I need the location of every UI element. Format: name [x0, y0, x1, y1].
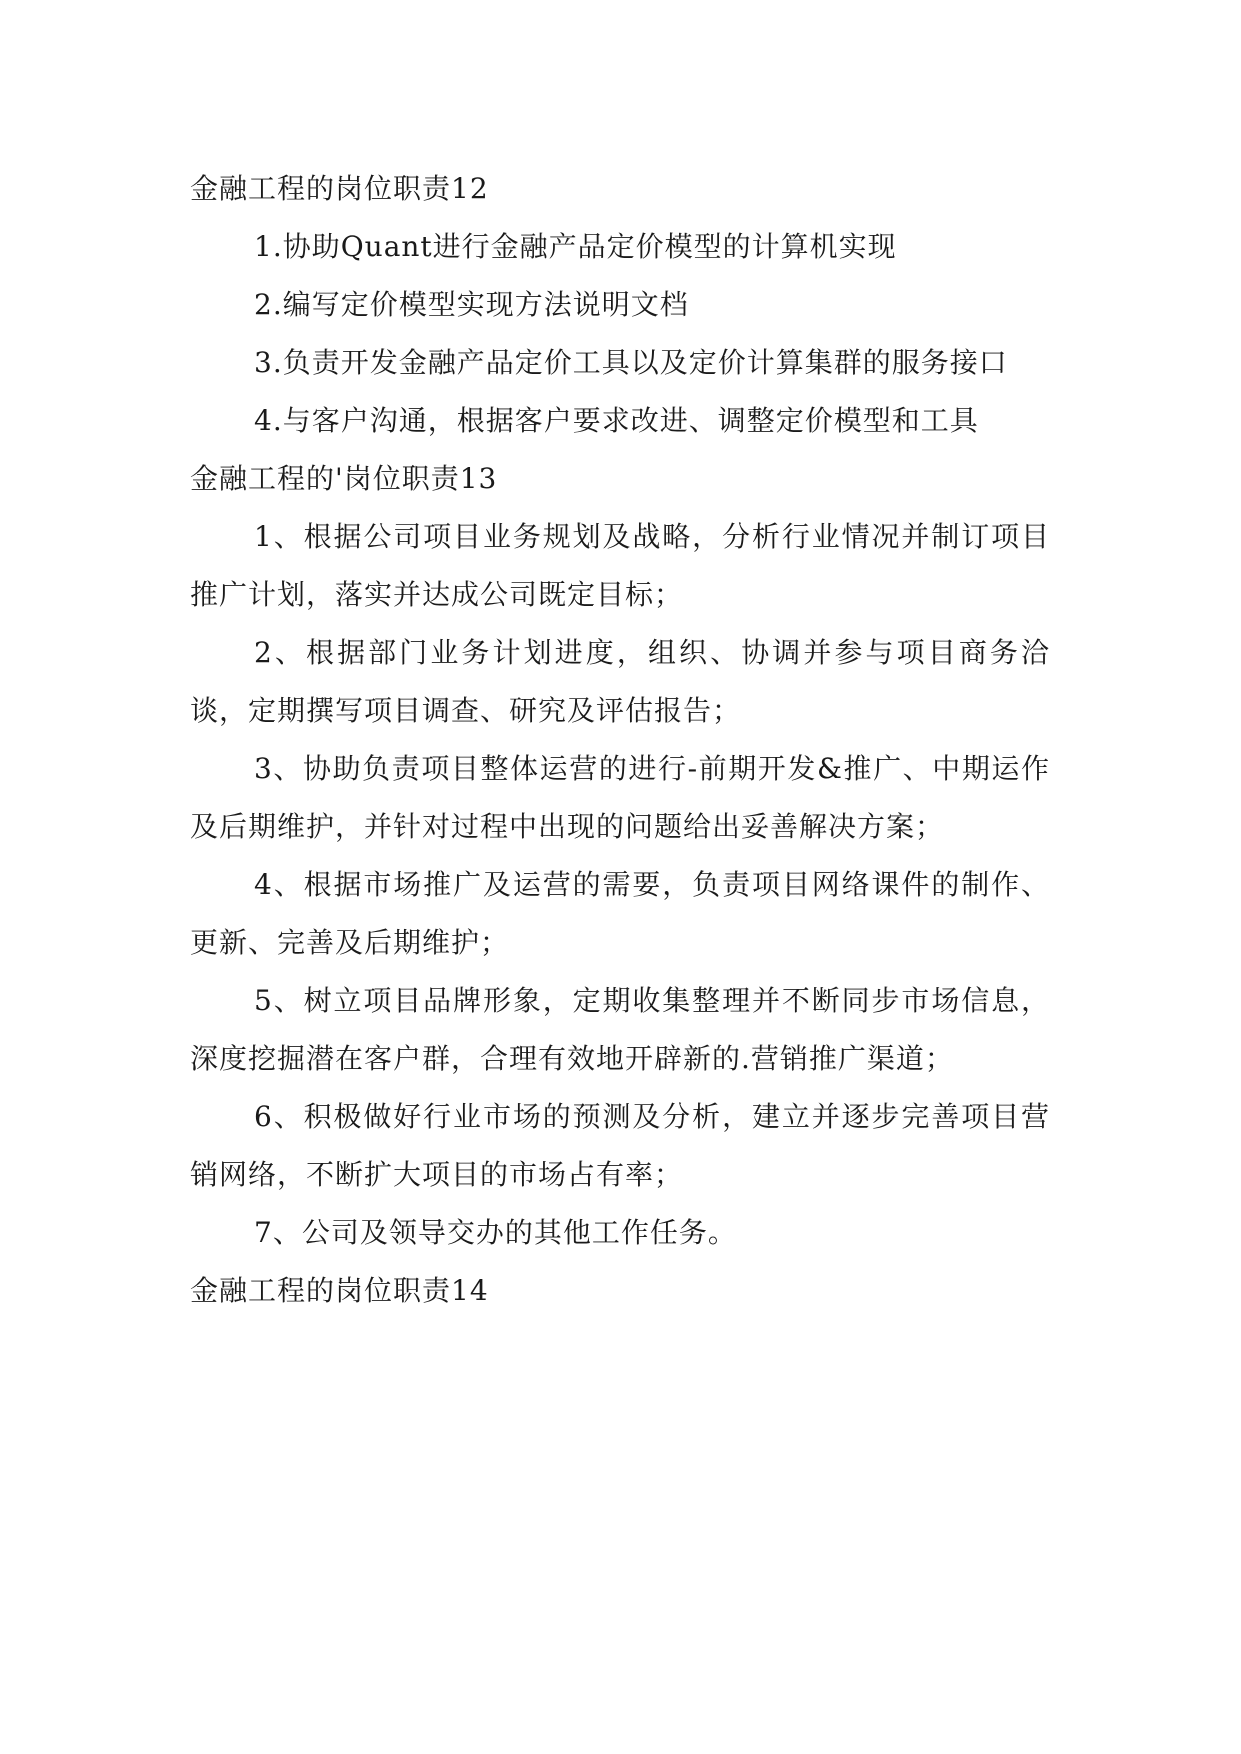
duty-item: 6、积极做好行业市场的预测及分析，建立并逐步完善项目营销网络，不断扩大项目的市场占有率； [190, 1100, 1050, 1191]
section-title: 金融工程的岗位职责12 [190, 172, 489, 205]
duty-item: 1、根据公司项目业务规划及战略，分析行业情况并制订项目推广计划，落实并达成公司既定目标； [190, 520, 1050, 611]
duty-item: 5、树立项目品牌形象，定期收集整理并不断同步市场信息，深度挖掘潜在客户群，合理有效地开辟新的.营销推广渠道； [190, 984, 1050, 1075]
duty-item: 4、根据市场推广及运营的需要，负责项目网络课件的制作、更新、完善及后期维护； [190, 868, 1050, 959]
section-title: 金融工程的'岗位职责13 [190, 462, 498, 495]
duty-item: 2.编写定价模型实现方法说明文档 [254, 288, 689, 321]
duty-item: 3.负责开发金融产品定价工具以及定价计算集群的服务接口 [254, 346, 1008, 379]
section-title: 金融工程的岗位职责14 [190, 1274, 489, 1307]
duty-item: 1.协助Quant进行金融产品定价模型的计算机实现 [254, 230, 897, 263]
duty-item: 7、公司及领导交办的其他工作任务。 [254, 1216, 737, 1249]
duty-item: 2、根据部门业务计划进度，组织、协调并参与项目商务洽谈，定期撰写项目调查、研究及评估报告； [190, 636, 1050, 727]
document-body [190, 160, 1050, 1320]
duty-item: 4.与客户沟通，根据客户要求改进、调整定价模型和工具 [254, 404, 979, 437]
duty-item: 3、协助负责项目整体运营的进行-前期开发&推广、中期运作及后期维护，并针对过程中出现的问题给出妥善解决方案； [190, 752, 1050, 843]
